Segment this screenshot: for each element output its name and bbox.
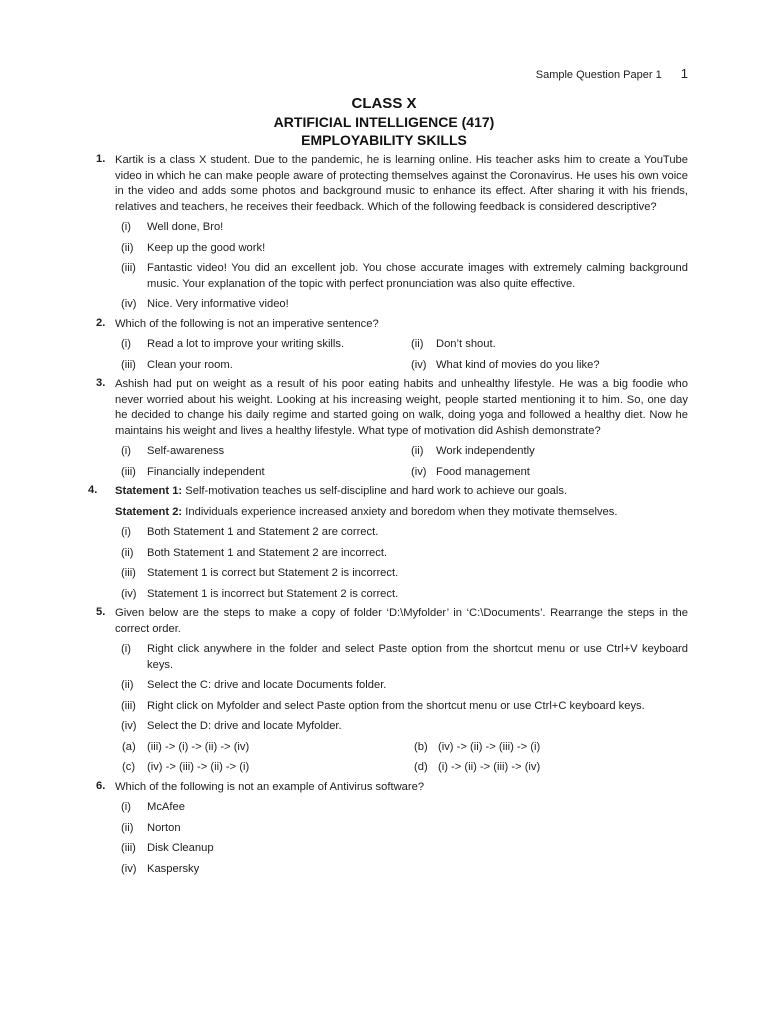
question-number: 5. bbox=[96, 606, 106, 618]
option-label: (i) bbox=[121, 801, 131, 813]
option-row bbox=[115, 337, 768, 353]
option-text: McAfee bbox=[147, 801, 185, 813]
question-3 bbox=[0, 377, 768, 480]
question-number: 4. bbox=[88, 484, 98, 496]
step-text: Select the D: drive and locate Myfolder. bbox=[147, 720, 342, 732]
question-number: 1. bbox=[96, 153, 106, 165]
option-label: (c) bbox=[122, 761, 136, 773]
option-text: (i) -> (ii) -> (iii) -> (iv) bbox=[438, 761, 541, 773]
option-text: Self-awareness bbox=[147, 445, 225, 457]
step bbox=[115, 642, 688, 673]
step-label: (iii) bbox=[121, 699, 136, 712]
statement-1-label: Statement 1: bbox=[115, 485, 183, 497]
option-row bbox=[115, 444, 768, 460]
option-label: (iii) bbox=[121, 358, 136, 371]
statement-2-label: Statement 2: bbox=[115, 505, 183, 518]
step-text: Select the C: drive and locate Documents folder. bbox=[147, 679, 387, 691]
question-text: Ashish had put on weight as a result of his poor eating habits and unhealthy lifestyle. He was a big foodie who never worried about his weight. Looking at his increasing weight, people started mentioning it to him. So, one day he decided to change his daily regime and started going on walk, doing yoga and followed a healthy diet. Now he maintains his weight and lives a healthy lifestyle. What type of motivation did Ashish demonstrate? bbox=[115, 378, 688, 437]
option bbox=[115, 297, 688, 313]
option-text: Norton bbox=[147, 821, 181, 834]
statement-1-text: Self-motivation teaches us self-discipline and hard work to achieve our goals. bbox=[185, 485, 568, 497]
option-text: (iv) -> (ii) -> (iii) -> (i) bbox=[438, 740, 541, 753]
question-list bbox=[0, 153, 768, 881]
step-label: (i) bbox=[121, 643, 131, 655]
option-text: Clean your room. bbox=[147, 358, 233, 371]
option-label: (iv) bbox=[121, 298, 137, 310]
option-label: (ii) bbox=[121, 821, 134, 834]
step-text: Right click anywhere in the folder and select Paste option from the shortcut menu or use Ctrl+V keyboard keys. bbox=[147, 643, 688, 671]
option-label: (i) bbox=[121, 221, 131, 233]
option-text: Keep up the good work! bbox=[147, 241, 266, 254]
statement-2 bbox=[115, 505, 688, 521]
question-2 bbox=[0, 317, 768, 374]
question-text: Which of the following is not an imperative sentence? bbox=[115, 317, 379, 330]
option-text: Financially independent bbox=[147, 465, 265, 478]
option-label: (d) bbox=[414, 761, 428, 773]
option-text: Work independently bbox=[436, 445, 535, 457]
option-label: (i) bbox=[121, 445, 131, 457]
option-row bbox=[115, 465, 768, 481]
step-label: (ii) bbox=[121, 679, 134, 691]
question-1 bbox=[0, 153, 768, 313]
option-label: (ii) bbox=[121, 241, 134, 254]
question-number: 6. bbox=[96, 779, 106, 792]
option bbox=[115, 546, 688, 562]
option-text: (iv) -> (iii) -> (ii) -> (i) bbox=[147, 761, 250, 773]
option bbox=[115, 821, 688, 837]
option-label: (b) bbox=[414, 740, 428, 753]
option-text: Don’t shout. bbox=[436, 338, 496, 350]
class-title: CLASS X bbox=[351, 95, 417, 112]
step-label: (iv) bbox=[121, 720, 137, 732]
option-text: Statement 1 is incorrect but Statement 2 is correct. bbox=[147, 587, 399, 600]
option-text: Nice. Very informative video! bbox=[147, 298, 289, 310]
option-row bbox=[115, 358, 768, 374]
option-text: Disk Cleanup bbox=[147, 842, 214, 854]
option-text: Food management bbox=[436, 465, 530, 478]
page-number: 1 bbox=[680, 66, 688, 81]
question-number: 3. bbox=[96, 377, 106, 389]
option-text: (iii) -> (i) -> (ii) -> (iv) bbox=[147, 740, 250, 753]
question-number: 2. bbox=[96, 316, 106, 329]
option bbox=[115, 862, 688, 878]
option-label: (iii) bbox=[121, 567, 136, 579]
question-5 bbox=[0, 606, 768, 776]
option-label: (iv) bbox=[121, 862, 137, 875]
statement-1 bbox=[115, 484, 688, 500]
option bbox=[115, 587, 688, 603]
option bbox=[115, 525, 688, 541]
section-title: EMPLOYABILITY SKILLS bbox=[301, 132, 467, 148]
option-label: (a) bbox=[122, 740, 136, 753]
option-label: (ii) bbox=[121, 546, 134, 559]
option-text: Both Statement 1 and Statement 2 are correct. bbox=[147, 526, 379, 538]
option bbox=[115, 566, 688, 582]
step bbox=[115, 699, 688, 715]
page-header bbox=[536, 66, 688, 81]
question-4 bbox=[0, 484, 768, 602]
statement-2-text: Individuals experience increased anxiety and boredom when they motivate themselves. bbox=[185, 505, 618, 518]
option-text: Fantastic video! You did an excellent job. You chose accurate images with extremely calming background music. Your explanation of the topic with perfect pronunciation was also quite effective. bbox=[147, 262, 688, 290]
option-label: (iii) bbox=[121, 262, 136, 274]
option-text: Well done, Bro! bbox=[147, 221, 224, 233]
option-text: Statement 1 is correct but Statement 2 is incorrect. bbox=[147, 567, 399, 579]
question-text: Which of the following is not an example of Antivirus software? bbox=[115, 780, 425, 793]
option-label: (i) bbox=[121, 338, 131, 350]
option-label: (iii) bbox=[121, 842, 136, 854]
option bbox=[115, 261, 688, 292]
option-label: (iv) bbox=[411, 358, 427, 371]
option-label: (ii) bbox=[411, 445, 424, 457]
option-text: Kaspersky bbox=[147, 862, 200, 875]
option-text: Both Statement 1 and Statement 2 are incorrect. bbox=[147, 546, 388, 559]
question-text: Given below are the steps to make a copy of folder ‘D:\Myfolder’ in ‘C:\Documents’. Rearrange the steps in the correct order. bbox=[115, 607, 688, 635]
question-6 bbox=[0, 780, 768, 878]
option-text: What kind of movies do you like? bbox=[436, 358, 600, 371]
question-text: Kartik is a class X student. Due to the pandemic, he is learning online. His teacher asks him to create a YouTube video in which he can make people aware of protecting themselves against the Coronavirus. He uses his own voice in the video and adds some photos and background music to enhance its effect. After sharing it with his friends, relatives and teachers, he receives their feedback. Which of the following feedback is considered descriptive? bbox=[115, 154, 688, 213]
option bbox=[115, 841, 688, 857]
option-label: (iii) bbox=[121, 465, 136, 478]
option bbox=[115, 800, 688, 816]
paper-label: Sample Question Paper 1 bbox=[535, 69, 662, 81]
subject-title: ARTIFICIAL INTELLIGENCE (417) bbox=[273, 114, 495, 130]
step-text: Right click on Myfolder and select Paste option from the shortcut menu or use Ctrl+C keyboard keys. bbox=[147, 699, 645, 712]
step bbox=[115, 678, 688, 694]
option-row bbox=[115, 740, 768, 756]
option bbox=[115, 241, 688, 257]
option-row bbox=[115, 760, 768, 776]
option bbox=[115, 220, 688, 236]
step bbox=[115, 719, 688, 735]
option-label: (iv) bbox=[121, 587, 137, 600]
option-label: (iv) bbox=[411, 465, 427, 478]
option-label: (ii) bbox=[411, 338, 424, 350]
option-text: Read a lot to improve your writing skills. bbox=[147, 338, 345, 350]
option-label: (i) bbox=[121, 526, 131, 538]
